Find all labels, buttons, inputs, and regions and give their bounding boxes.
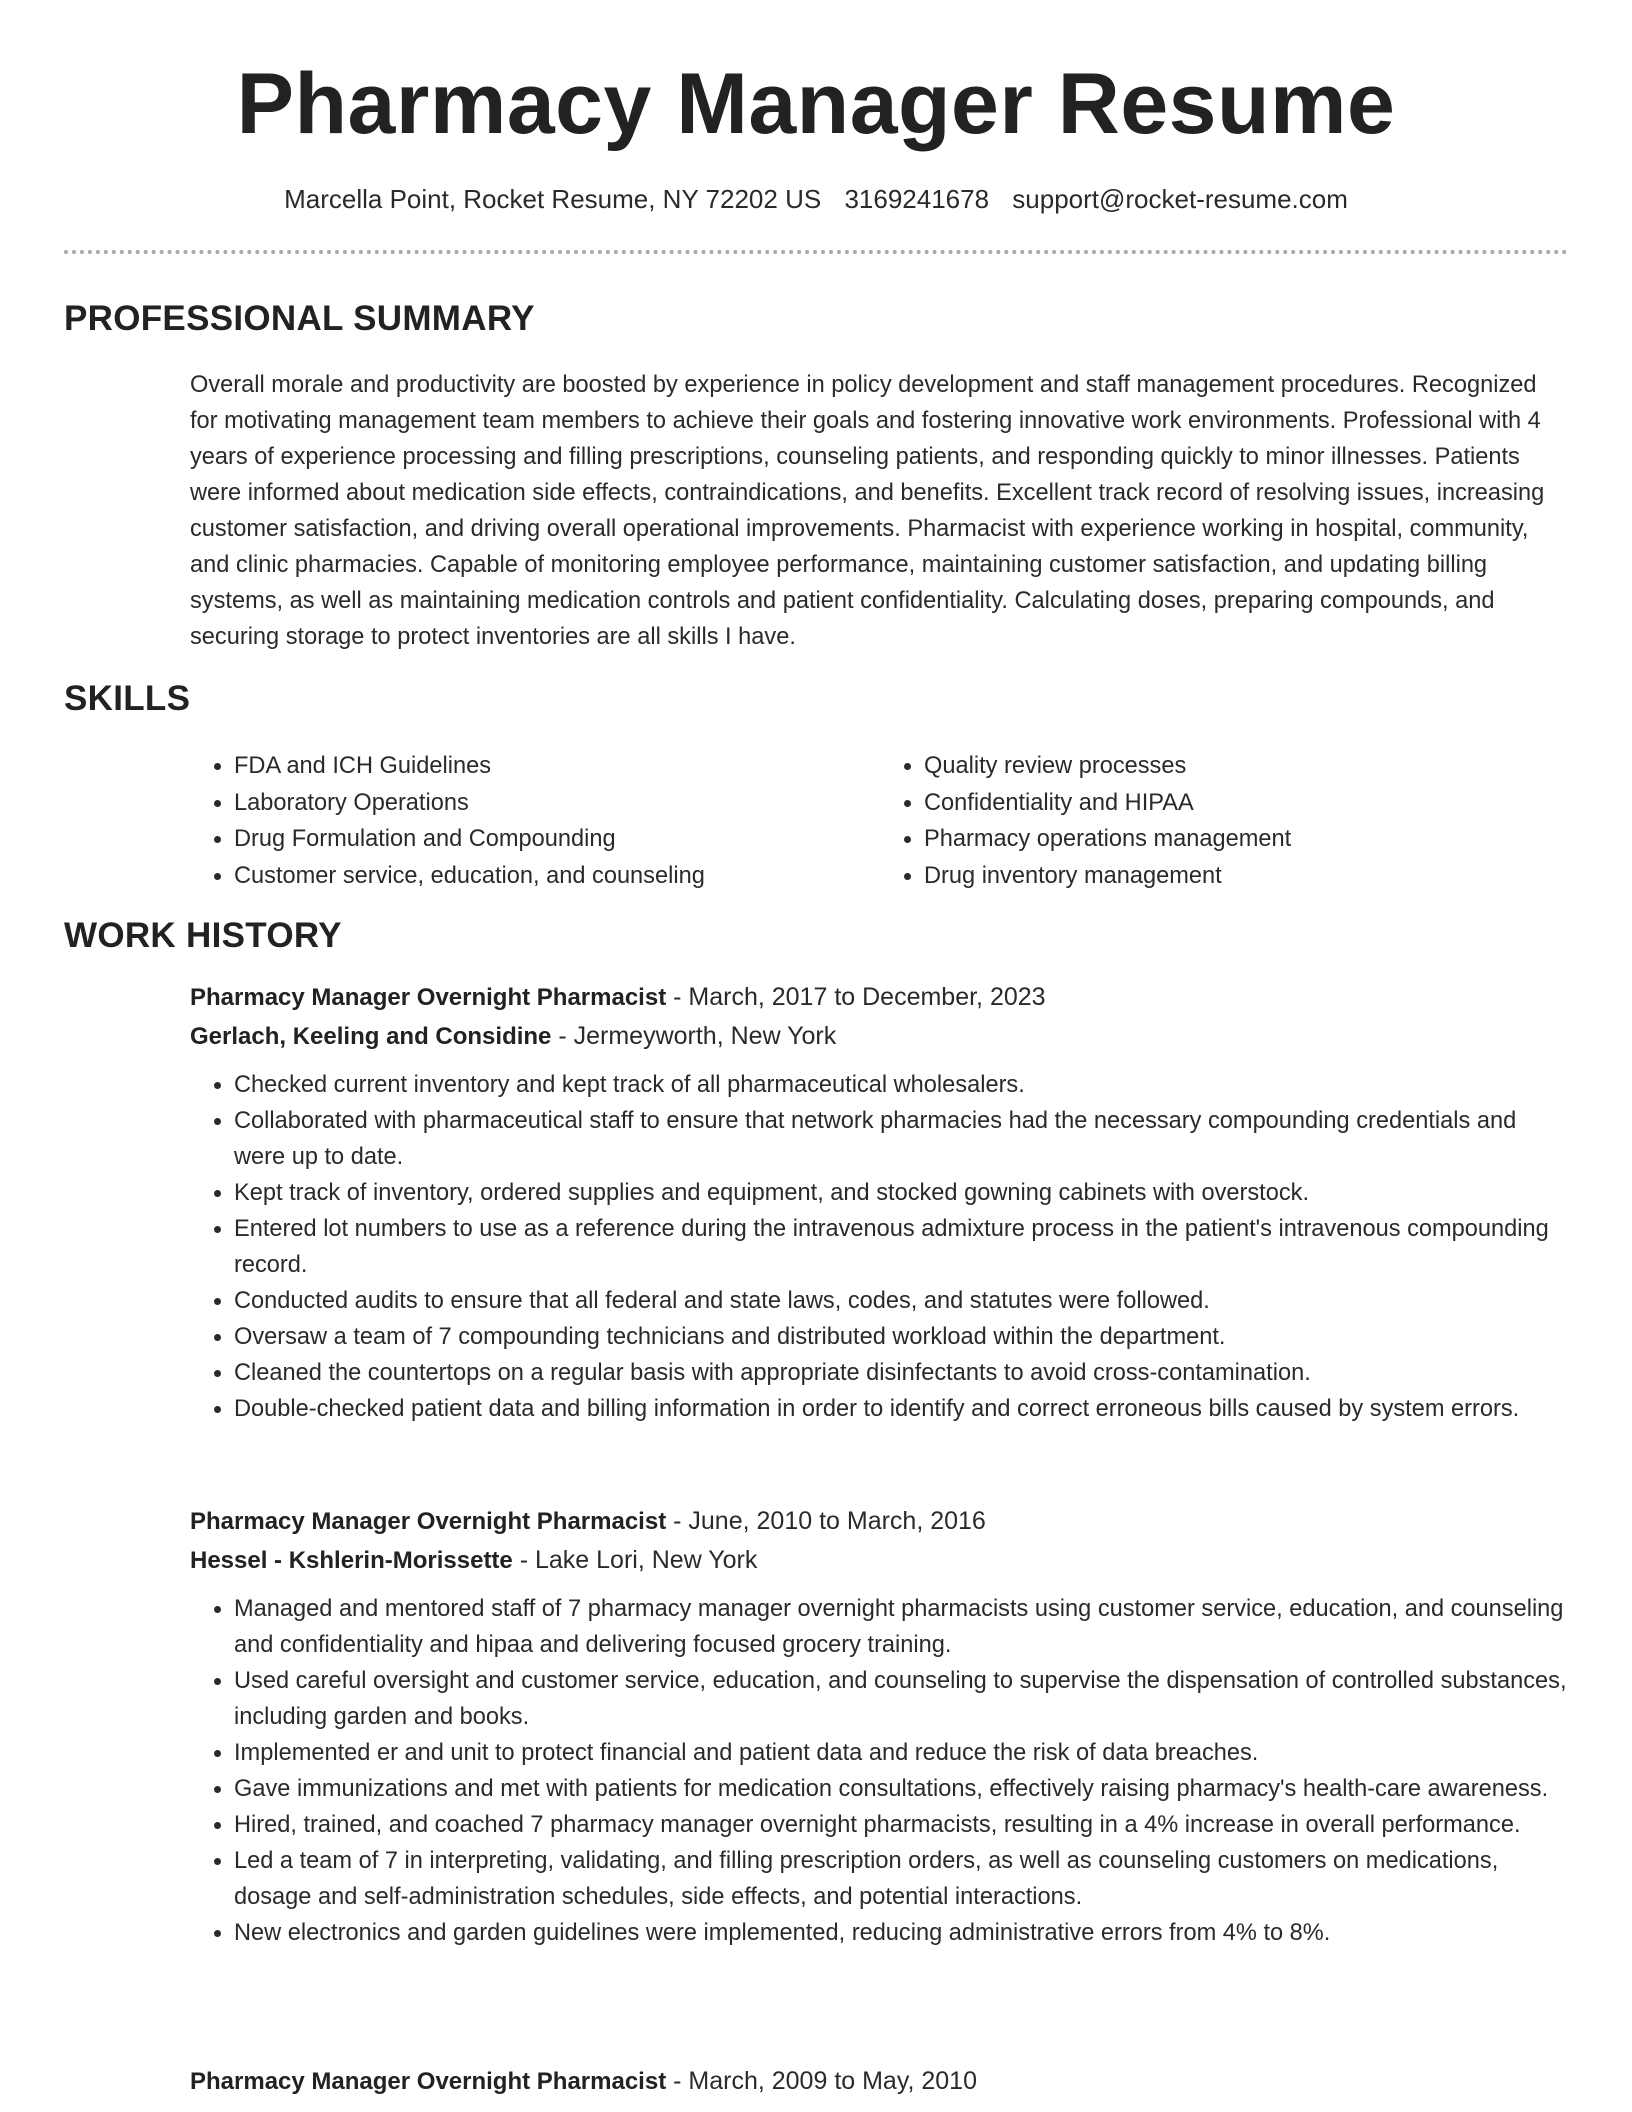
job-bullet: • Managed and mentored staff of 7 pharmacy manager overnight pharmacists using customer service, education, and counseling and confidentiality and hipaa and delivering focused grocery training. <box>234 1591 1570 1663</box>
job-bullet: • Collaborated with pharmaceutical staff to ensure that network pharmacies had the necessary compounding credentials and were up to date. <box>234 1103 1570 1175</box>
job-bullet: • Led a team of 7 in interpreting, validating, and filling prescription orders, as well as counseling customers on medications, dosage and self-administration schedules, side effects, and potential interactions. <box>234 1843 1570 1915</box>
job-title-line <box>190 1502 1570 1541</box>
skill-item: • Laboratory Operations <box>234 785 880 822</box>
job-location: - Lake Lori, New York <box>512 1546 758 1574</box>
job-bullet: • New electronics and garden guidelines were implemented, reducing administrative errors from 4% to 8%. <box>234 1915 1570 1951</box>
skill-item: • Drug inventory management <box>924 858 1570 895</box>
job-bullet: • Double-checked patient data and billing information in order to identify and correct erroneous bills caused by system errors. <box>234 1391 1570 1427</box>
job-title: Pharmacy Manager Overnight Pharmacist <box>190 2068 667 2095</box>
contact-info <box>0 182 1632 216</box>
job-dates: - June, 2010 to March, 2016 <box>666 1507 986 1535</box>
job-title-line <box>190 978 1570 1017</box>
skill-item: • Pharmacy operations management <box>924 821 1570 858</box>
skill-item: • Quality review processes <box>924 748 1570 785</box>
summary-heading: PROFESSIONAL SUMMARY <box>64 299 535 338</box>
summary-text: Overall morale and productivity are boosted by experience in policy development and staff management procedures. Recognized for motivating management team members to achieve their goals and fostering innovative work environments. Professional with 4 years of experience processing and filling prescriptions, counseling patients, and responding quickly to minor illnesses. Patients were informed about medication side effects, contraindications, and benefits. Excellent track record of resolving issues, increasing customer satisfaction, and driving overall operational improvements. Pharmacist with experience working in hospital, community, and clinic pharmacies. Capable of monitoring employee performance, maintaining customer satisfaction, and updating billing systems, as well as maintaining medication controls and patient confidentiality. Calculating doses, preparing compounds, and securing storage to protect inventories are all skills I have. <box>190 372 1545 650</box>
job-bullet: • Oversaw a team of 7 compounding technicians and distributed workload within the department. <box>234 1319 1570 1355</box>
job-title: Pharmacy Manager Overnight Pharmacist <box>190 1508 667 1535</box>
job-bullet: • Conducted audits to ensure that all federal and state laws, codes, and statutes were followed. <box>234 1283 1570 1319</box>
skill-item: • FDA and ICH Guidelines <box>234 748 880 785</box>
job-company: Gerlach, Keeling and Considine <box>190 1023 552 1050</box>
job-bullets <box>190 1067 1570 1427</box>
job-bullet: • Cleaned the countertops on a regular basis with appropriate disinfectants to avoid cross-contamination. <box>234 1355 1570 1391</box>
skill-item: • Customer service, education, and counseling <box>234 858 880 895</box>
job-entry <box>190 1502 1570 1951</box>
job-bullet: • Used careful oversight and customer service, education, and counseling to supervise the dispensation of controlled substances, including garden and books. <box>234 1663 1570 1735</box>
job-entry <box>190 2062 1570 2101</box>
job-title: Pharmacy Manager Overnight Pharmacist <box>190 984 667 1011</box>
job-bullet: • Implemented er and unit to protect financial and patient data and reduce the risk of data breaches. <box>234 1735 1570 1771</box>
job-bullet: • Hired, trained, and coached 7 pharmacy manager overnight pharmacists, resulting in a 4% increase in overall performance. <box>234 1807 1570 1843</box>
job-dates: - March, 2017 to December, 2023 <box>666 983 1046 1011</box>
job-company: Hessel - Kshlerin-Morissette <box>190 1547 513 1574</box>
job-company-line <box>190 1017 1570 1056</box>
contact-phone: 3169241678 <box>844 184 990 214</box>
job-bullet: • Entered lot numbers to use as a reference during the intravenous admixture process in the patient's intravenous compounding record. <box>234 1211 1570 1283</box>
contact-email: support@rocket-resume.com <box>1012 184 1348 214</box>
skill-item: • Drug Formulation and Compounding <box>234 821 880 858</box>
job-title-line <box>190 2062 1570 2101</box>
page-title: Pharmacy Manager Resume <box>236 56 1396 152</box>
job-entry <box>190 978 1570 1427</box>
header-divider <box>64 250 1568 254</box>
job-bullet: • Gave immunizations and met with patients for medication consultations, effectively raising pharmacy's health-care awareness. <box>234 1771 1570 1807</box>
work-history-heading: WORK HISTORY <box>64 916 342 955</box>
contact-address: Marcella Point, Rocket Resume, NY 72202 US <box>284 184 822 214</box>
job-location: - Jermeyworth, New York <box>551 1022 837 1050</box>
skills-column-left <box>190 748 880 894</box>
job-bullets <box>190 1591 1570 1951</box>
job-bullet: • Checked current inventory and kept track of all pharmaceutical wholesalers. <box>234 1067 1570 1103</box>
job-company-line <box>190 1541 1570 1580</box>
skills-heading: SKILLS <box>64 679 191 718</box>
skill-item: • Confidentiality and HIPAA <box>924 785 1570 822</box>
job-bullet: • Kept track of inventory, ordered supplies and equipment, and stocked gowning cabinets with overstock. <box>234 1175 1570 1211</box>
skills-list <box>190 748 1570 894</box>
job-dates: - March, 2009 to May, 2010 <box>666 2067 977 2095</box>
skills-column-right <box>880 748 1570 894</box>
